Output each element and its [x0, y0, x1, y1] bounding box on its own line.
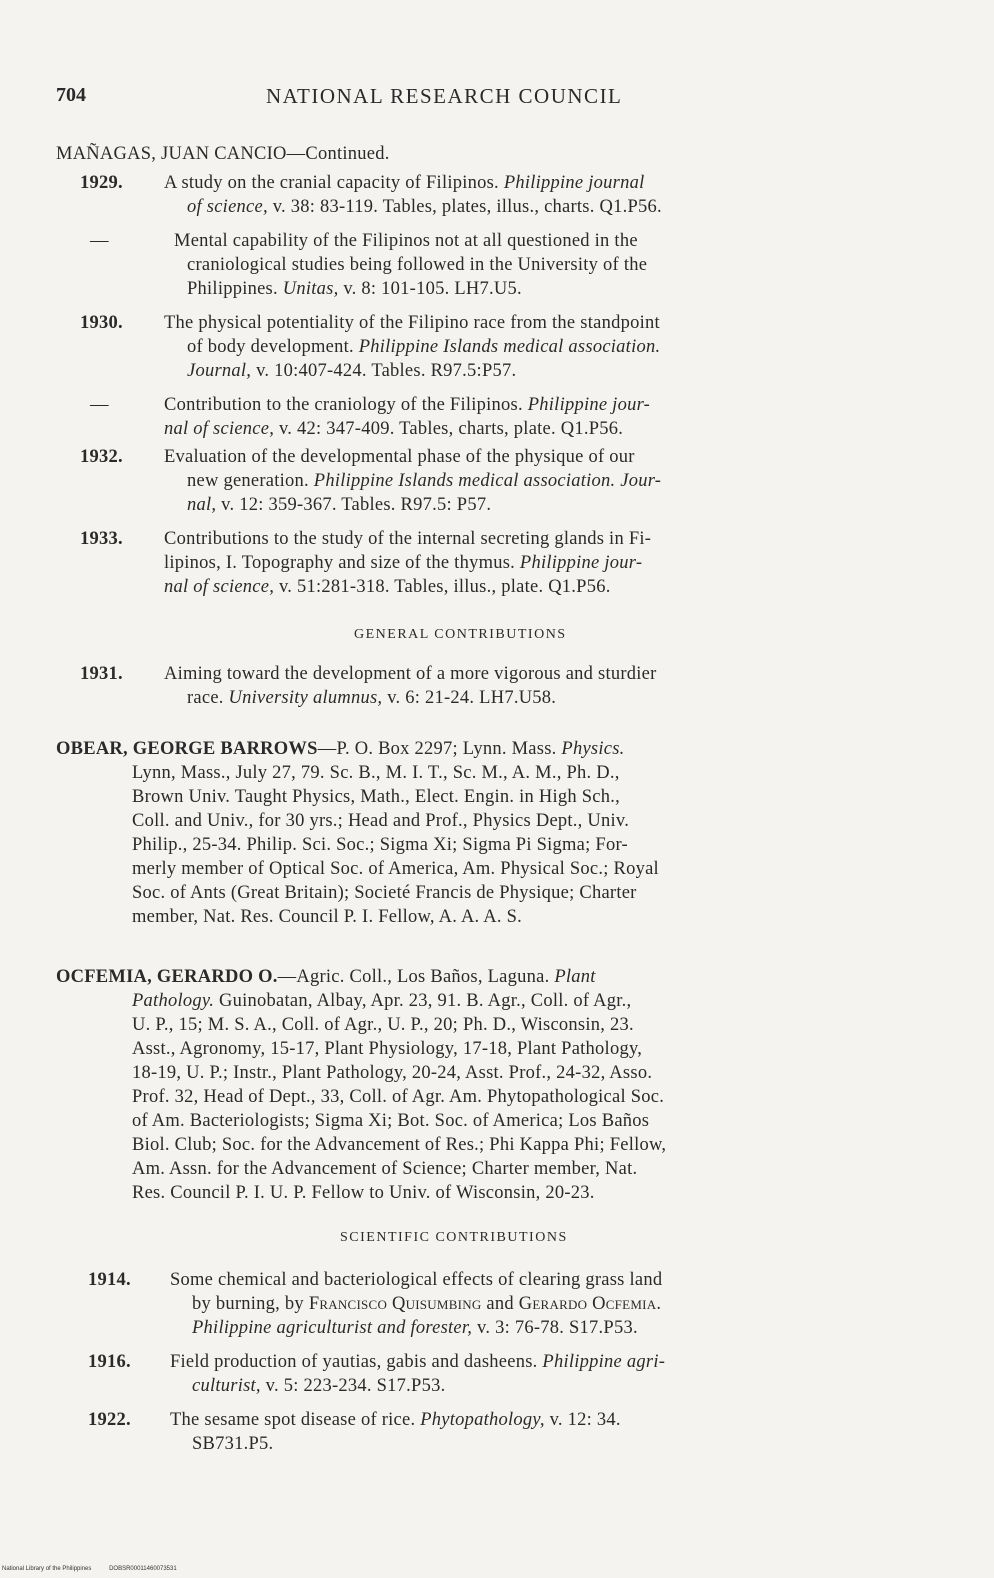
pub-year: 1931. — [80, 664, 123, 684]
section-heading-scientific-contributions: SCIENTIFIC CONTRIBUTIONS — [340, 1230, 568, 1245]
pub-year: 1930. — [80, 313, 123, 333]
entry-heading-ocfemia: OCFEMIA, GERARDO O.—Agric. Coll., Los Baños, Laguna. Plant — [56, 967, 596, 987]
biography-line: merly member of Optical Soc. of America, Am. Physical Soc.; Royal — [132, 859, 659, 879]
continued-label: —Continued. — [286, 144, 390, 164]
publication-line: lipinos, I. Topography and size of the thymus. Philippine jour- — [164, 553, 643, 573]
pub-year: — — [90, 231, 109, 251]
library-credit: National Library of the Philippines — [2, 1566, 92, 1572]
biography-line: Lynn, Mass., July 27, 79. Sc. B., M. I. T., Sc. M., A. M., Ph. D., — [132, 763, 620, 783]
publication-line: — Mental capability of the Filipinos not at all questioned in the — [90, 231, 638, 251]
biography-line: Brown Univ. Taught Physics, Math., Elect. Engin. in High Sch., — [132, 787, 620, 807]
pub-year: 1922. — [88, 1410, 131, 1430]
biography-line: U. P., 15; M. S. A., Coll. of Agr., U. P., 20; Ph. D., Wisconsin, 23. — [132, 1015, 634, 1035]
publication-line: nal of science, v. 51:281-318. Tables, illus., plate. Q1.P56. — [164, 577, 611, 597]
biography-line: Asst., Agronomy, 15-17, Plant Physiology, 17-18, Plant Pathology, — [132, 1039, 643, 1059]
biography-line: Biol. Club; Soc. for the Advancement of Res.; Phi Kappa Phi; Fellow, — [132, 1135, 667, 1155]
pub-year: 1914. — [88, 1270, 131, 1290]
pub-year: 1929. — [80, 173, 123, 193]
publication-line: Philippines. Unitas, v. 8: 101-105. LH7.U5. — [187, 279, 522, 299]
publication-line: of body development. Philippine Islands medical association. — [187, 337, 661, 357]
entry-heading-obear: OBEAR, GEORGE BARROWS—P. O. Box 2297; Lynn. Mass. Physics. — [56, 739, 625, 759]
field-label: Pathology. — [132, 991, 215, 1011]
publication-line: new generation. Philippine Islands medical association. Jour- — [187, 471, 662, 491]
biography-line: Philip., 25-34. Philip. Sci. Soc.; Sigma Xi; Sigma Pi Sigma; For- — [132, 835, 628, 855]
publication-line: nal, v. 12: 359-367. Tables. R97.5: P57. — [187, 495, 492, 515]
publication-line: race. University alumnus, v. 6: 21-24. LH7.U58. — [187, 688, 557, 708]
field-label: Plant — [554, 967, 596, 987]
section-heading-general-contributions: GENERAL CONTRIBUTIONS — [354, 627, 567, 642]
biography-line: Am. Assn. for the Advancement of Science; Charter member, Nat. — [132, 1159, 638, 1179]
publication-line: SB731.P5. — [192, 1434, 274, 1454]
pub-year: — — [90, 395, 109, 415]
biography-line: Prof. 32, Head of Dept., 33, Coll. of Agr. Am. Phytopathological Soc. — [132, 1087, 665, 1107]
publication-line: 1930. The physical potentiality of the Filipino race from the standpoint — [80, 313, 660, 333]
publication-line: 1914. Some chemical and bacteriological effects of clearing grass land — [88, 1270, 663, 1290]
publication-line: culturist, v. 5: 223-234. S17.P53. — [192, 1376, 446, 1396]
publication-line: nal of science, v. 42: 347-409. Tables, charts, plate. Q1.P56. — [164, 419, 624, 439]
field-label: Physics. — [561, 739, 625, 759]
pub-year: 1932. — [80, 447, 123, 467]
pub-year: 1916. — [88, 1352, 131, 1372]
biography-line: Pathology. Guinobatan, Albay, Apr. 23, 91. B. Agr., Coll. of Agr., — [132, 991, 632, 1011]
publication-line: craniological studies being followed in the University of the — [187, 255, 648, 275]
pub-year: 1933. — [80, 529, 123, 549]
biography-line: Res. Council P. I. U. P. Fellow to Univ. of Wisconsin, 20-23. — [132, 1183, 595, 1203]
biography-line: 18-19, U. P.; Instr., Plant Pathology, 20-24, Asst. Prof., 24-32, Asso. — [132, 1063, 653, 1083]
page-number: 704 — [56, 84, 86, 106]
publication-line: 1931. Aiming toward the development of a more vigorous and sturdier — [80, 664, 657, 684]
publication-line: 1933. Contributions to the study of the internal secreting glands in Fi- — [80, 529, 652, 549]
person-name: OCFEMIA, GERARDO O. — [56, 967, 278, 987]
publication-line: — Contribution to the craniology of the Filipinos. Philippine jour- — [90, 395, 651, 415]
publication-line: 1932. Evaluation of the developmental phase of the physique of our — [80, 447, 635, 467]
scan-footer — [2, 1566, 193, 1572]
biography-line: Soc. of Ants (Great Britain); Societé Francis de Physique; Charter — [132, 883, 637, 903]
biography-line: of Am. Bacteriologists; Sigma Xi; Bot. Soc. of America; Los Baños — [132, 1111, 650, 1131]
publication-line: Journal, v. 10:407-424. Tables. R97.5:P57. — [187, 361, 517, 381]
page-header — [56, 84, 916, 114]
biography-line: Coll. and Univ., for 30 yrs.; Head and Prof., Physics Dept., Univ. — [132, 811, 630, 831]
entry-heading-managas — [56, 142, 390, 166]
running-title: NATIONAL RESEARCH COUNCIL — [266, 84, 623, 108]
person-name: MAÑAGAS, JUAN CANCIO — [56, 144, 287, 164]
scan-code: DOBSR00011460073531 — [109, 1566, 177, 1572]
publication-line: 1929. A study on the cranial capacity of Filipinos. Philippine journal — [80, 173, 645, 193]
publication-line: of science, v. 38: 83-119. Tables, plates, illus., charts. Q1.P56. — [187, 197, 662, 217]
publication-line: Philippine agriculturist and forester, v. 3: 76-78. S17.P53. — [192, 1318, 638, 1338]
publication-line: 1916. Field production of yautias, gabis and dasheens. Philippine agri- — [88, 1352, 666, 1372]
person-name: OBEAR, GEORGE BARROWS — [56, 739, 318, 759]
publication-line: by burning, by Francisco Quisumbing and Gerardo Ocfemia. — [192, 1294, 662, 1314]
biography-line: member, Nat. Res. Council P. I. Fellow, A. A. A. S. — [132, 907, 523, 927]
publication-line: 1922. The sesame spot disease of rice. Phytopathology, v. 12: 34. — [88, 1410, 621, 1430]
